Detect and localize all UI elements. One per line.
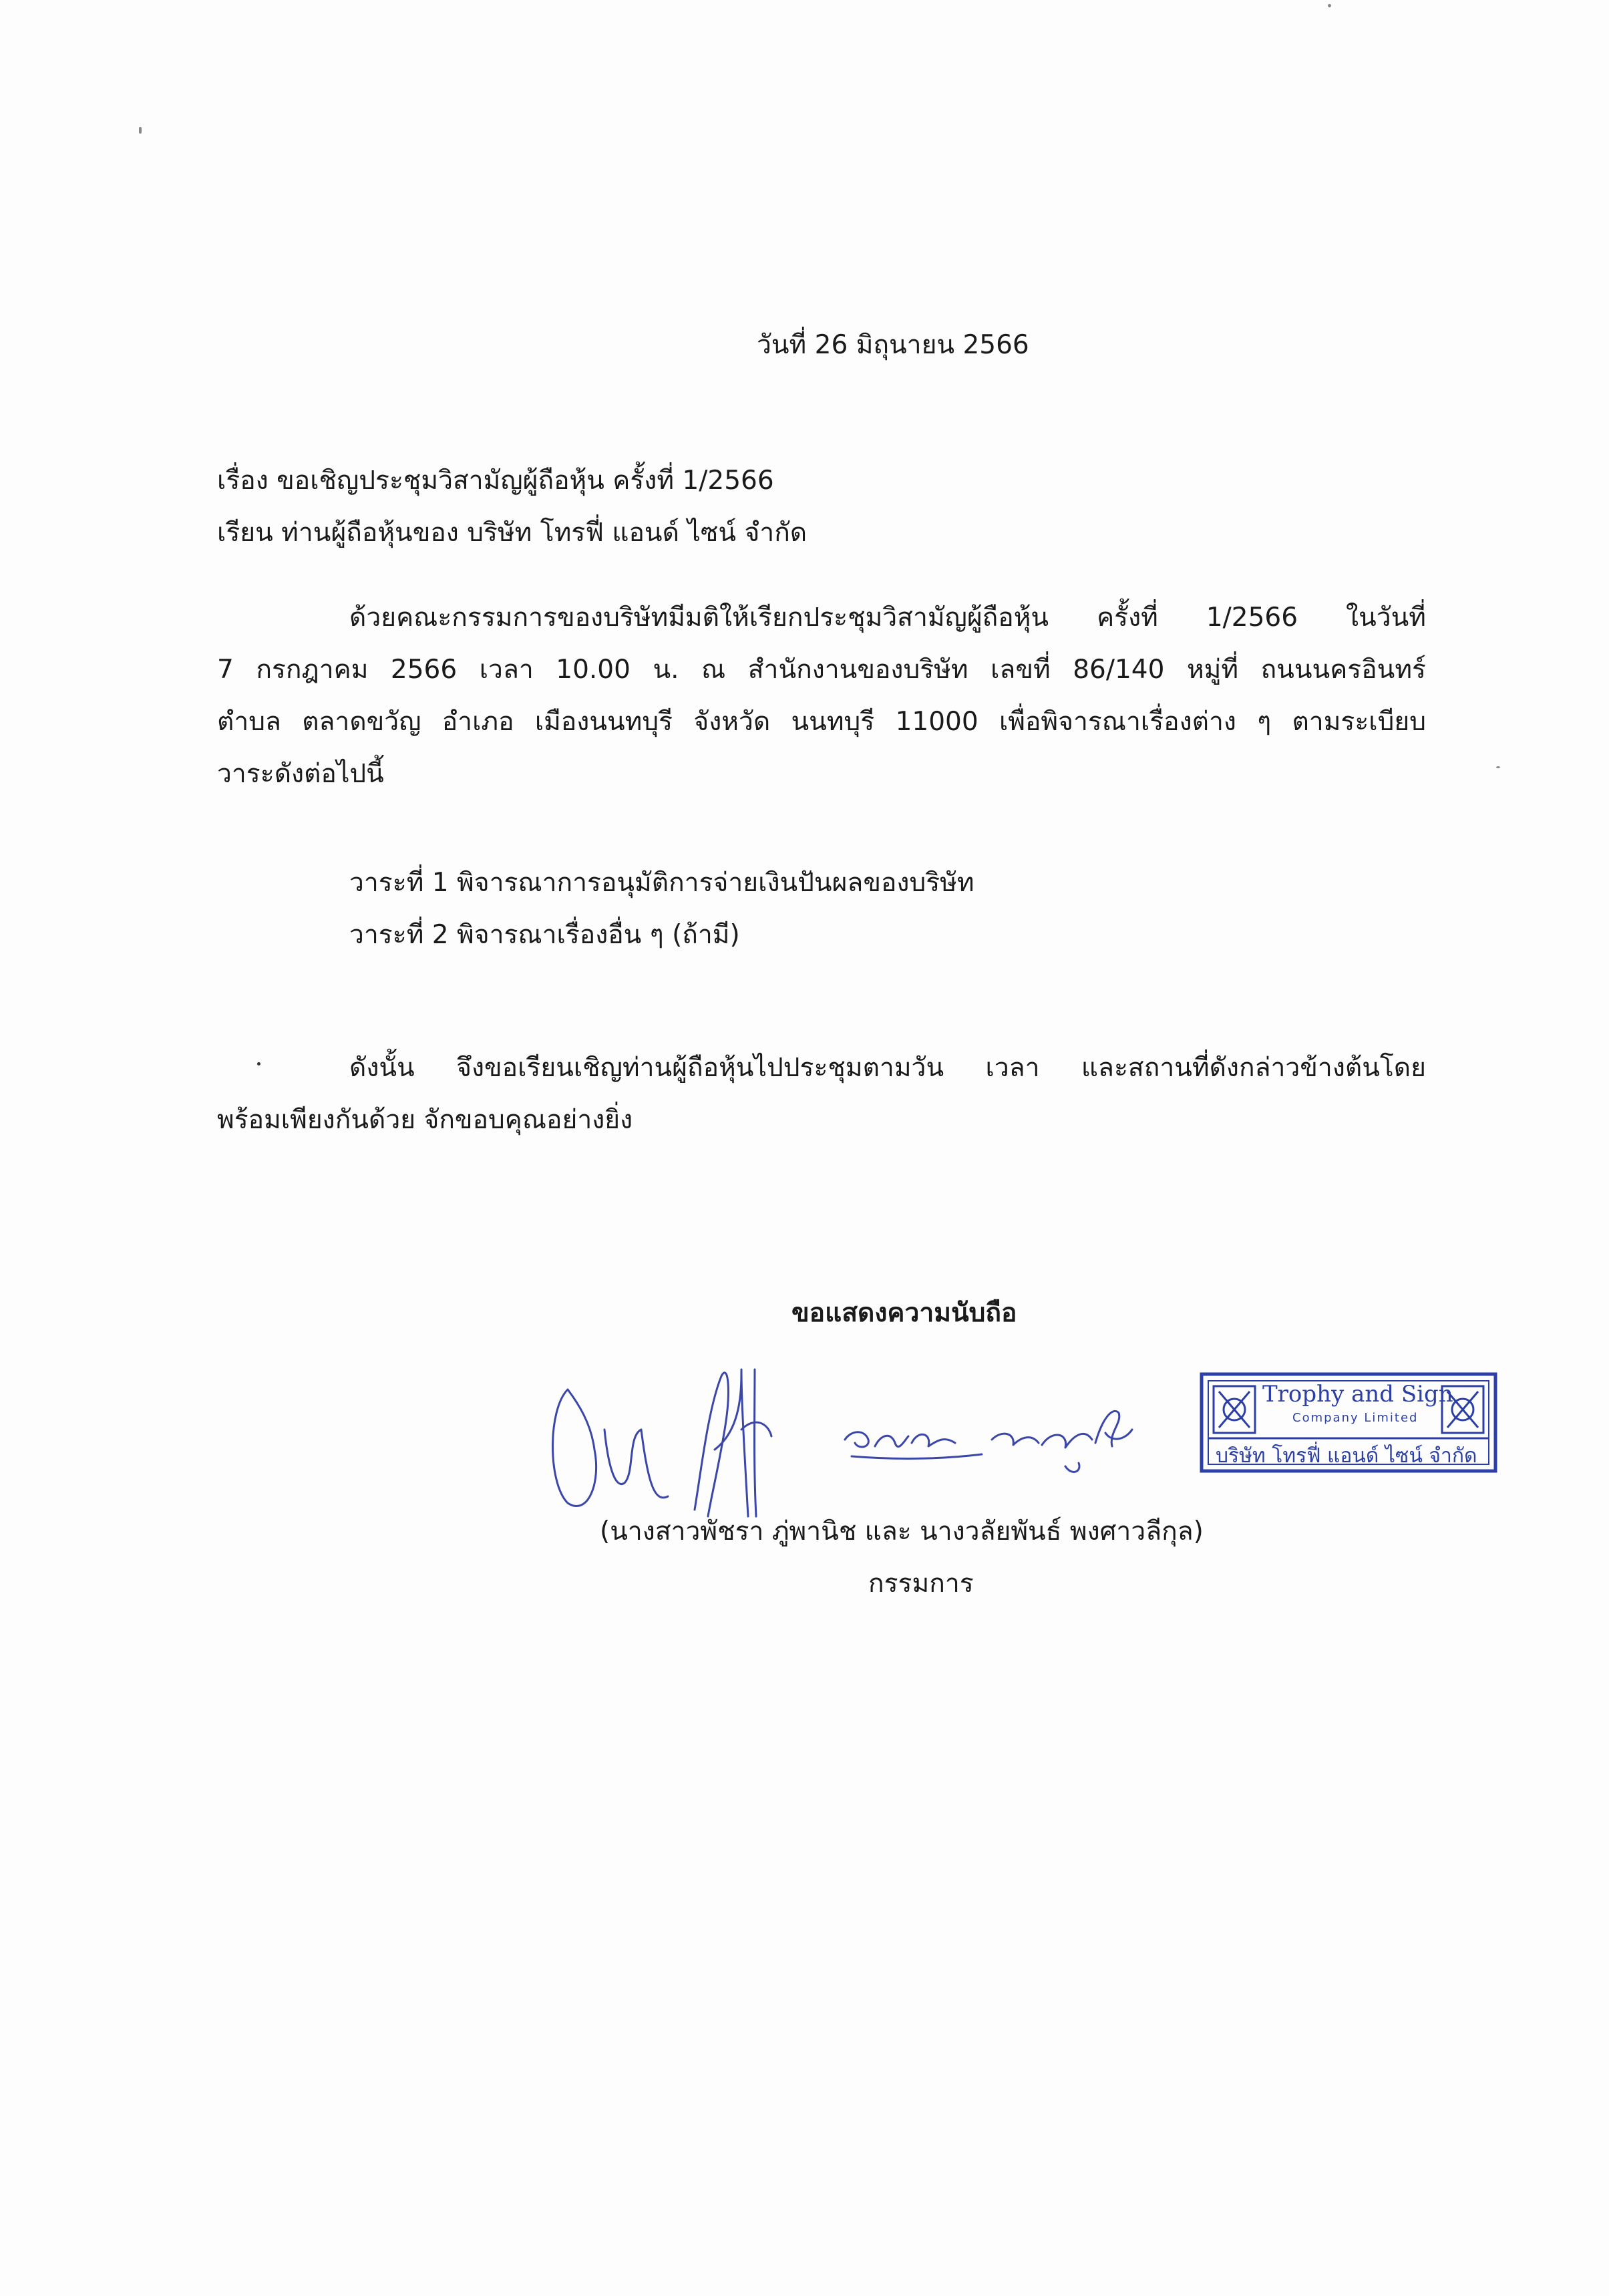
scan-speck xyxy=(139,127,142,134)
body-line: ด้วยคณะกรรมการของบริษัทมีมติให้เรียกประชุมวิสามัญผู้ถือหุ้น ครั้งที่ 1/2566 ในวันที่ xyxy=(349,603,1426,633)
letter-recipient: เรียน ท่านผู้ถือหุ้นของ บริษัท โทรฟี่ แอนด์ ไซน์ จำกัด xyxy=(217,518,808,548)
stamp-text-top: Trophy and Sign xyxy=(1262,1381,1453,1408)
signature-1 xyxy=(541,1349,822,1523)
signature-2 xyxy=(838,1393,1139,1493)
closing-line: ดังนั้น จึงขอเรียนเชิญท่านผู้ถือหุ้นไปประชุมตามวัน เวลา และสถานที่ดังกล่าวข้างต้นโดย xyxy=(349,1053,1426,1083)
agenda-item-2: วาระที่ 2 พิจารณาเรื่องอื่น ๆ (ถ้ามี) xyxy=(349,920,740,950)
stamp-text-middle: Company Limited xyxy=(1292,1411,1419,1425)
body-line: ตำบล ตลาดขวัญ อำเภอ เมืองนนทบุรี จังหวัด นนทบุรี 11000 เพื่อพิจารณาเรื่องต่าง ๆ ตามระเบียบ xyxy=(217,707,1426,737)
letter-subject: เรื่อง ขอเชิญประชุมวิสามัญผู้ถือหุ้น ครั้งที่ 1/2566 xyxy=(217,466,774,496)
signatory-names: (นางสาวพัชรา ภู่พานิช และ นางวลัยพันธ์ พงศาวลีกุล) xyxy=(600,1516,1204,1546)
stamp-logo-left-icon xyxy=(1214,1386,1255,1433)
scan-speck xyxy=(1328,4,1331,7)
letter-regards: ขอแสดงความนับถือ xyxy=(791,1298,1017,1328)
stamp-text-bottom: บริษัท โทรฟี่ แอนด์ ไซน์ จำกัด xyxy=(1216,1444,1477,1468)
letter-date: วันที่ 26 มิถุนายน 2566 xyxy=(757,330,1029,360)
letter-closing xyxy=(217,1042,1426,1146)
signatory-title: กรรมการ xyxy=(868,1569,974,1599)
scan-speck xyxy=(257,1062,260,1065)
agenda-item-1: วาระที่ 1 พิจารณาการอนุมัติการจ่ายเงินปันผลของบริษัท xyxy=(349,868,974,898)
body-line: วาระดังต่อไปนี้ xyxy=(217,759,384,789)
closing-line: พร้อมเพียงกันด้วย จักขอบคุณอย่างยิ่ง xyxy=(217,1105,633,1135)
scan-speck xyxy=(1496,766,1500,768)
letter-body xyxy=(217,592,1426,800)
body-line: 7 กรกฎาคม 2566 เวลา 10.00 น. ณ สำนักงานของบริษัท เลขที่ 86/140 หมู่ที่ ถนนนครอินทร์ xyxy=(217,655,1426,685)
